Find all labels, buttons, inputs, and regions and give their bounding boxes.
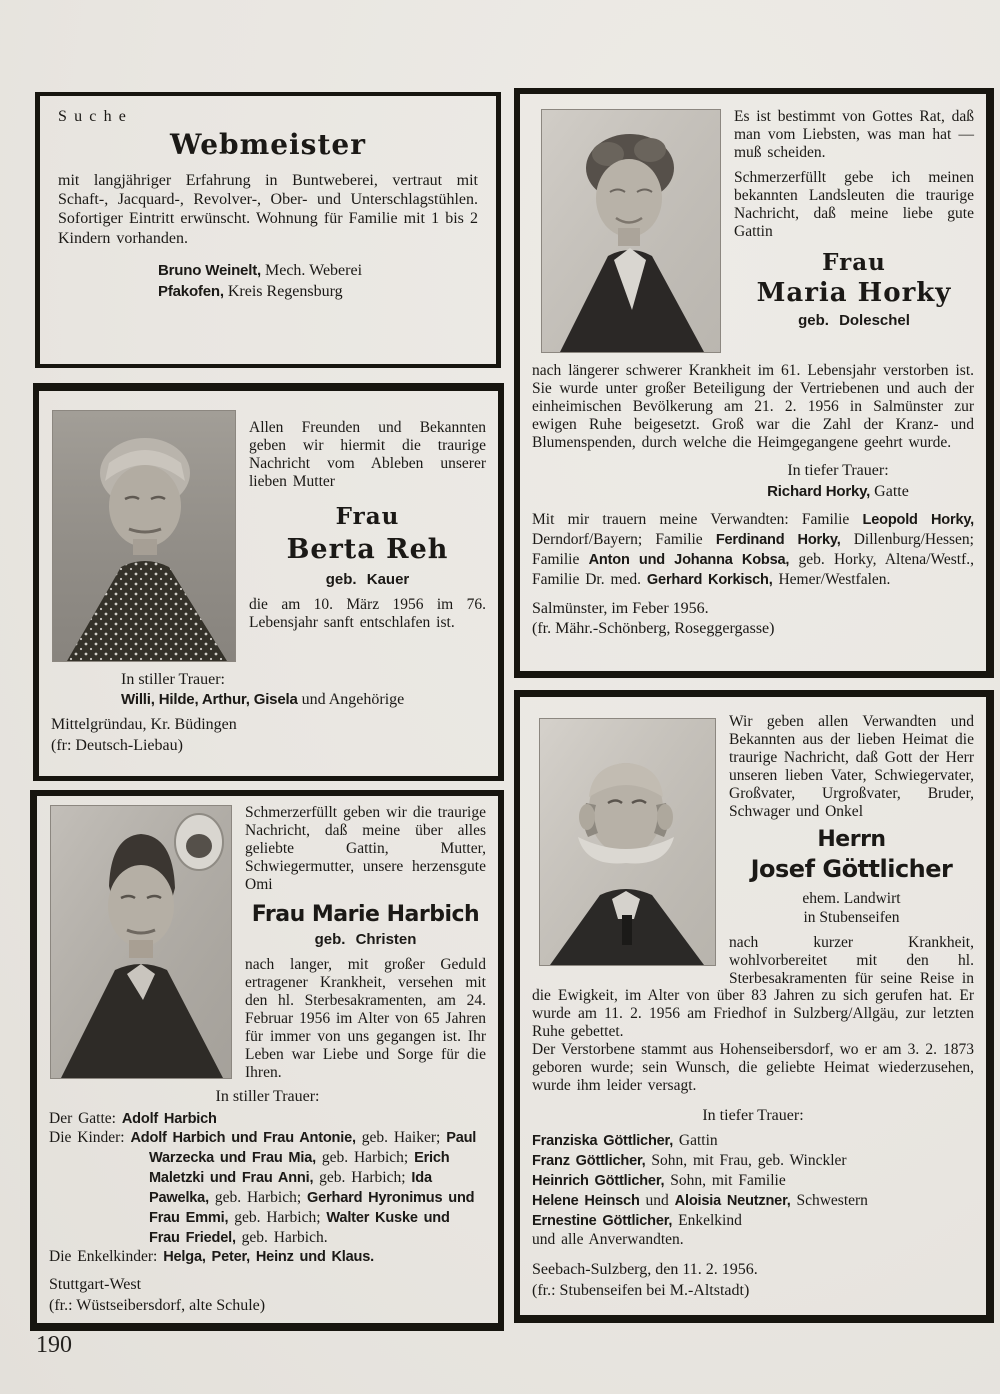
horky-body: nach längerer schwerer Krankheit im 61. Lebensjahr verstorben ist. Sie wurde unter großer Beteiligung der Vertriebenen und auch der einheimischen Bevölkerung am 21. 2. 1956 in Salmünster zur ewigen Ruhe beigesetzt. Groß war die Zahl der Kranz- und Blumenspenden, durch welche die Heimgegangene geehrt wurde. <box>532 362 974 451</box>
goettlicher-mourner-3: Heinrich Göttlicher, Sohn, mit Familie <box>532 1171 786 1189</box>
reh-origin: (fr: Deutsch-Liebau) <box>51 736 183 754</box>
reh-nee: geb. Kauer <box>325 570 410 588</box>
goettlicher-subtitle-2: in Stubenseifen <box>803 909 900 927</box>
harbich-name: Frau Marie Harbich <box>251 901 480 927</box>
reh-mourning-heading: In stiller Trauer: <box>121 671 225 688</box>
goettlicher-mourner-6: und alle Anverwandten. <box>532 1231 684 1249</box>
horky-chief-mourner: Richard Horky, Gatte <box>767 482 909 500</box>
reh-title-prefix: Frau <box>335 502 400 530</box>
photo-josef-goettlicher <box>540 719 715 965</box>
obituary-card-reh <box>33 383 504 781</box>
photo-marie-harbich <box>51 806 231 1078</box>
job-ad-kicker: Suche <box>58 108 134 125</box>
harbich-enkel-line: Die Enkelkinder: Helga, Peter, Heinz und Klaus. <box>49 1248 374 1266</box>
goettlicher-mourner-2: Franz Göttlicher, Sohn, mit Frau, geb. Winckler <box>532 1152 847 1170</box>
obituary-card-goettlicher <box>514 690 994 1323</box>
horky-intro-1: Es ist bestimmt von Gottes Rat, daß man vom Liebsten, was man hat — muß scheiden. <box>734 108 974 161</box>
reh-name: Berta Reh <box>286 533 449 565</box>
harbich-origin: (fr.: Wüstseibersdorf, alte Schule) <box>49 1297 266 1315</box>
harbich-place: Stuttgart-West <box>49 1276 142 1294</box>
reh-mourners: Willi, Hilde, Arthur, Gisela und Angehörige <box>121 691 405 708</box>
job-ad-body: mit langjähriger Erfahrung in Buntweberei, vertraut mit Schaft-, Jacquard-, Revolver-, Ober- und Unterschlagstühlen. Sofortiger Eintritt erwünscht. Wohnung für Familie mit 1 bis 2 Kindern vorhanden. <box>58 172 478 247</box>
horky-name: Maria Horky <box>756 277 952 308</box>
goettlicher-title-prefix: Herrn <box>817 826 886 852</box>
reh-intro: Allen Freunden und Bekannten geben wir hiermit die traurige Nachricht vom Ableben unserer lieben Mutter <box>249 419 486 490</box>
horky-origin: (fr. Mähr.-Schönberg, Roseggergasse) <box>532 620 775 638</box>
goettlicher-mourner-5: Ernestine Göttlicher, Enkelkind <box>532 1211 742 1229</box>
portrait-woman-harbich <box>51 806 231 1078</box>
portrait-woman-horky <box>542 110 720 352</box>
harbich-intro: Schmerzerfüllt geben wir die traurige Nachricht, daß meine über alles geliebte Gattin, Mutter, Schwiegermutter, unsere herzensgute Omi <box>245 804 486 893</box>
goettlicher-place-date: Seebach-Sulzberg, den 11. 2. 1956. <box>532 1261 758 1279</box>
reh-body: die am 10. März 1956 im 76. Lebensjahr sanft entschlafen ist. <box>249 595 486 631</box>
job-ad-title: Webmeister <box>170 128 366 161</box>
goettlicher-mourning-heading: In tiefer Trauer: <box>702 1107 804 1125</box>
harbich-nee: geb. Christen <box>314 930 417 948</box>
goettlicher-body-2: Der Verstorbene stammt aus Hohenseibersdorf, wo er am 3. 2. 1873 geboren wurde; sein Wunsch, die geliebte Heimat wiederzusehen, wurde ihm leider versagt. <box>532 1041 974 1095</box>
goettlicher-origin: (fr.: Stubenseifen bei M.-Altstadt) <box>532 1282 750 1300</box>
reh-place: Mittelgründau, Kr. Büdingen <box>51 716 237 733</box>
horky-title-prefix: Frau <box>822 248 886 276</box>
obituary-card-horky <box>514 88 994 678</box>
goettlicher-mourner-4: Helene Heinsch und Aloisia Neutzner, Schwestern <box>532 1191 868 1209</box>
portrait-man-goettlicher <box>540 719 715 965</box>
goettlicher-name: Josef Göttlicher <box>750 854 953 883</box>
horky-nee: geb. Doleschel <box>798 311 910 329</box>
harbich-body: nach langer, mit großer Geduld ertragener Krankheit, versehen mit den hl. Sterbesakramenten, am 24. Februar 1956 im Alter von 65 Jahren für immer von uns gegangen ist. Ihr Leben war Liebe und Sorge für die Ihren. <box>245 955 487 1081</box>
horky-intro-2: Schmerzerfüllt gebe ich meinen bekannten Landsleuten die traurige Nachricht, daß meine liebe gute Gattin <box>734 168 974 240</box>
goettlicher-intro: Wir geben allen Verwandten und Bekannten aus der lieben Heimat die traurige Nachricht, daß Gott der Herr unseren lieben Vater, Schwiegervater, Großvater, Urgroßvater, Bruder, Schwager und Onkel <box>729 713 974 820</box>
horky-place-date: Salmünster, im Feber 1956. <box>532 600 709 618</box>
obituary-card-harbich <box>30 790 504 1331</box>
horky-relatives: Mit mir trauern meine Verwandten: Familie Leopold Horky, Derndorf/Bayern; Familie Ferdinand Horky, Dillenburg/Hessen; Familie Anton und Johanna Kobsa, geb. Horky, Altena/Westf., Familie Dr. med. Gerhard Korkisch, Hemer/Westfalen. <box>532 510 975 589</box>
harbich-kinder-line: Die Kinder: Adolf Harbich und Frau Antonie, geb. Haiker; Paul Warzecka und Frau Mia, geb. Harbich; Erich Maletzki und Frau Anni, geb. Harbich; Ida Pawelka, geb. Harbich; Gerhard Hyronimus und Frau Emmi, geb. Harbich; Walter Kuske und Frau Friedel, geb. Harbich. <box>49 1129 477 1246</box>
goettlicher-subtitle-1: ehem. Landwirt <box>802 889 901 907</box>
portrait-woman-reh <box>53 411 235 661</box>
job-ad-signature-2: Pfakofen, Kreis Regensburg <box>158 283 343 301</box>
goettlicher-body-1: nach kurzer Krankheit, wohlvorbereitet mit den hl. Sterbesakramenten für seine Reise in die Ewigkeit, im Alter von über 83 Jahren zu sich gerufen hat. Er wurde am 11. 2. 1956 am Friedhof in Sulzberg/Allgäu, zur letzten Ruhe gebettet. <box>532 933 974 1041</box>
page-number: 190 <box>36 1332 72 1358</box>
photo-berta-reh <box>53 411 235 661</box>
harbich-mourning-heading: In stiller Trauer: <box>215 1087 320 1105</box>
harbich-gatte-line: Der Gatte: Adolf Harbich <box>49 1109 217 1127</box>
goettlicher-mourner-1: Franziska Göttlicher, Gattin <box>532 1132 718 1150</box>
horky-mourning-heading: In tiefer Trauer: <box>787 461 889 479</box>
photo-maria-horky <box>542 110 720 352</box>
job-ad-signature-1: Bruno Weinelt, Mech. Weberei <box>158 261 363 279</box>
job-ad-webmeister <box>35 92 501 368</box>
